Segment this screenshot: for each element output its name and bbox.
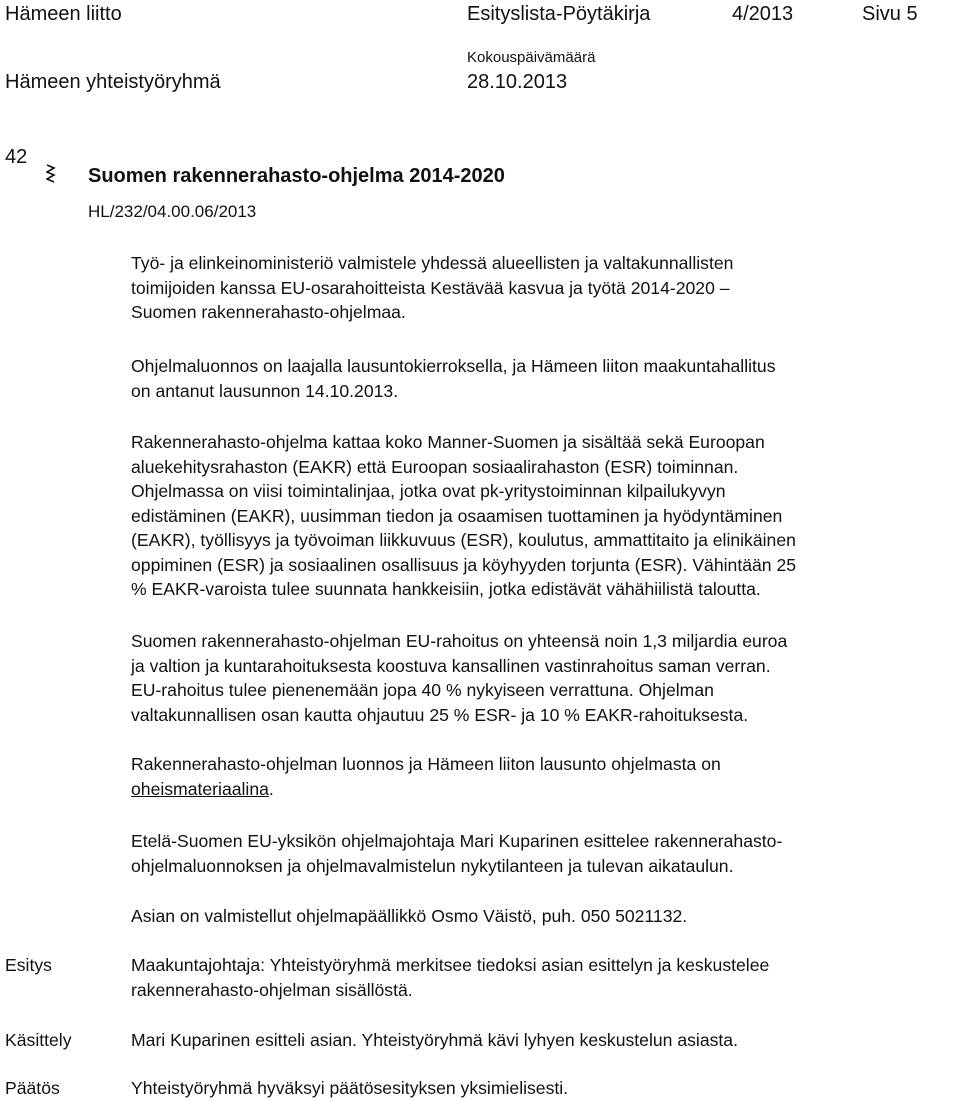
esitys-text [131, 953, 959, 1002]
text-line: Maakuntajohtaja: Yhteistyöryhmä merkitsee tiedoksi asian esittelyn ja keskustelee [131, 955, 770, 975]
text-line: rakennerahasto-ohjelman sisällöstä. [131, 979, 413, 1000]
text-line: on antanut lausunnon 14.10.2013. [131, 380, 399, 401]
text-line: ja valtion ja kuntarahoituksesta koostuva kansallinen vastinrahoitus saman verran. [131, 655, 771, 676]
text-line: valtakunnallisen osan kautta ohjautuu 25 % ESR- ja 10 % EAKR-rahoituksesta. [131, 704, 749, 725]
header-meeting-date-label: Kokouspäivämäärä [467, 49, 596, 66]
paragraph-consultation [131, 354, 959, 403]
attachment-link[interactable]: oheismateriaalina [131, 778, 269, 799]
text-line: Suomen rakennerahasto-ohjelmaa. [131, 302, 406, 322]
section-marker-icon [46, 164, 56, 186]
label-esitys: Esitys [5, 955, 52, 975]
header-meeting-date: 28.10.2013 [467, 71, 568, 93]
text-line: Ohjelmaluonnos on laajalla lausuntokierroksella, ja Hämeen liiton maakuntahallitus [131, 356, 776, 376]
header-doc-type: Esityslista-Pöytäkirja [467, 3, 651, 25]
header-org: Hämeen liitto [5, 3, 122, 25]
item-number: 42 [5, 146, 28, 168]
text-line: toimijoiden kanssa EU-osarahoitteista Kestävää kasvua ja työtä 2014-2020 – [131, 277, 730, 298]
header-doc-number: 4/2013 [732, 3, 794, 25]
item-title: Suomen rakennerahasto-ohjelma 2014-2020 [88, 165, 505, 187]
paragraph-program-scope [131, 430, 959, 602]
text-line: Suomen rakennerahasto-ohjelman EU-rahoitus on yhteensä noin 1,3 miljardia euroa [131, 631, 788, 651]
text-punctuation: . [268, 778, 274, 799]
text-line: Asian on valmistellut ohjelmapäällikkö Osmo Väistö, puh. 050 5021132. [131, 906, 688, 926]
header-page-label: Sivu 5 [862, 3, 918, 25]
text-line: Yhteistyöryhmä hyväksyi päätösesityksen yksimielisesti. [131, 1078, 569, 1098]
text-line: edistäminen (EAKR), uusimman tiedon ja osaamisen tuottaminen ja hyödyntäminen [131, 505, 783, 526]
text-line: Mari Kuparinen esitteli asian. Yhteistyöryhmä kävi lyhyen keskustelun asiasta. [131, 1030, 738, 1050]
label-kasittely: Käsittely [5, 1030, 72, 1050]
paragraph-preparation [131, 251, 959, 325]
text-line: aluekehitysrahaston (EAKR) että Euroopan sosiaalirahaston (ESR) toiminnan. [131, 456, 739, 477]
text-line: Rakennerahasto-ohjelman luonnos ja Hämeen liiton lausunto ohjelmasta on [131, 754, 721, 774]
text-line: (EAKR), työllisyys ja työvoiman liikkuvuus (ESR), koulutus, ammattitaito ja elinikäinen [131, 530, 796, 550]
paragraph-funding [131, 629, 959, 727]
text-line: Etelä-Suomen EU-yksikön ohjelmajohtaja Mari Kuparinen esittelee rakennerahasto- [131, 831, 783, 851]
header-committee: Hämeen yhteistyöryhmä [5, 71, 221, 93]
text-line: Rakennerahasto-ohjelma kattaa koko Manner-Suomen ja sisältää sekä Euroopan [131, 432, 765, 452]
text-line: ohjelmaluonnoksen ja ohjelmavalmistelun nykytilanteen ja tulevan aikataulun. [131, 855, 734, 876]
text-line: Ohjelmassa on viisi toimintalinjaa, jotka ovat pk-yritystoiminnan kilpailukyvyn [131, 481, 726, 501]
text-line: oppiminen (ESR) ja sosiaalinen osallisuus ja köyhyyden torjunta (ESR). Vähintään 25 [131, 554, 797, 575]
paragraph-presentation [131, 829, 959, 878]
paragraph-preparer [131, 904, 959, 929]
paragraph-attachments [131, 752, 959, 801]
text-line: % EAKR-varoista tulee suunnata hankkeisiin, jotka edistävät vähähiilistä taloutta. [131, 579, 761, 599]
text-line: Työ- ja elinkeinoministeriö valmistele yhdessä alueellisten ja valtakunnallisten [131, 253, 734, 273]
label-paatos: Päätös [5, 1078, 60, 1098]
paatos-text [131, 1076, 959, 1101]
kasittely-text [131, 1028, 959, 1053]
item-reference: HL/232/04.00.06/2013 [88, 202, 257, 221]
text-line: EU-rahoitus tulee pienenemään jopa 40 % nykyiseen verrattuna. Ohjelman [131, 680, 714, 700]
